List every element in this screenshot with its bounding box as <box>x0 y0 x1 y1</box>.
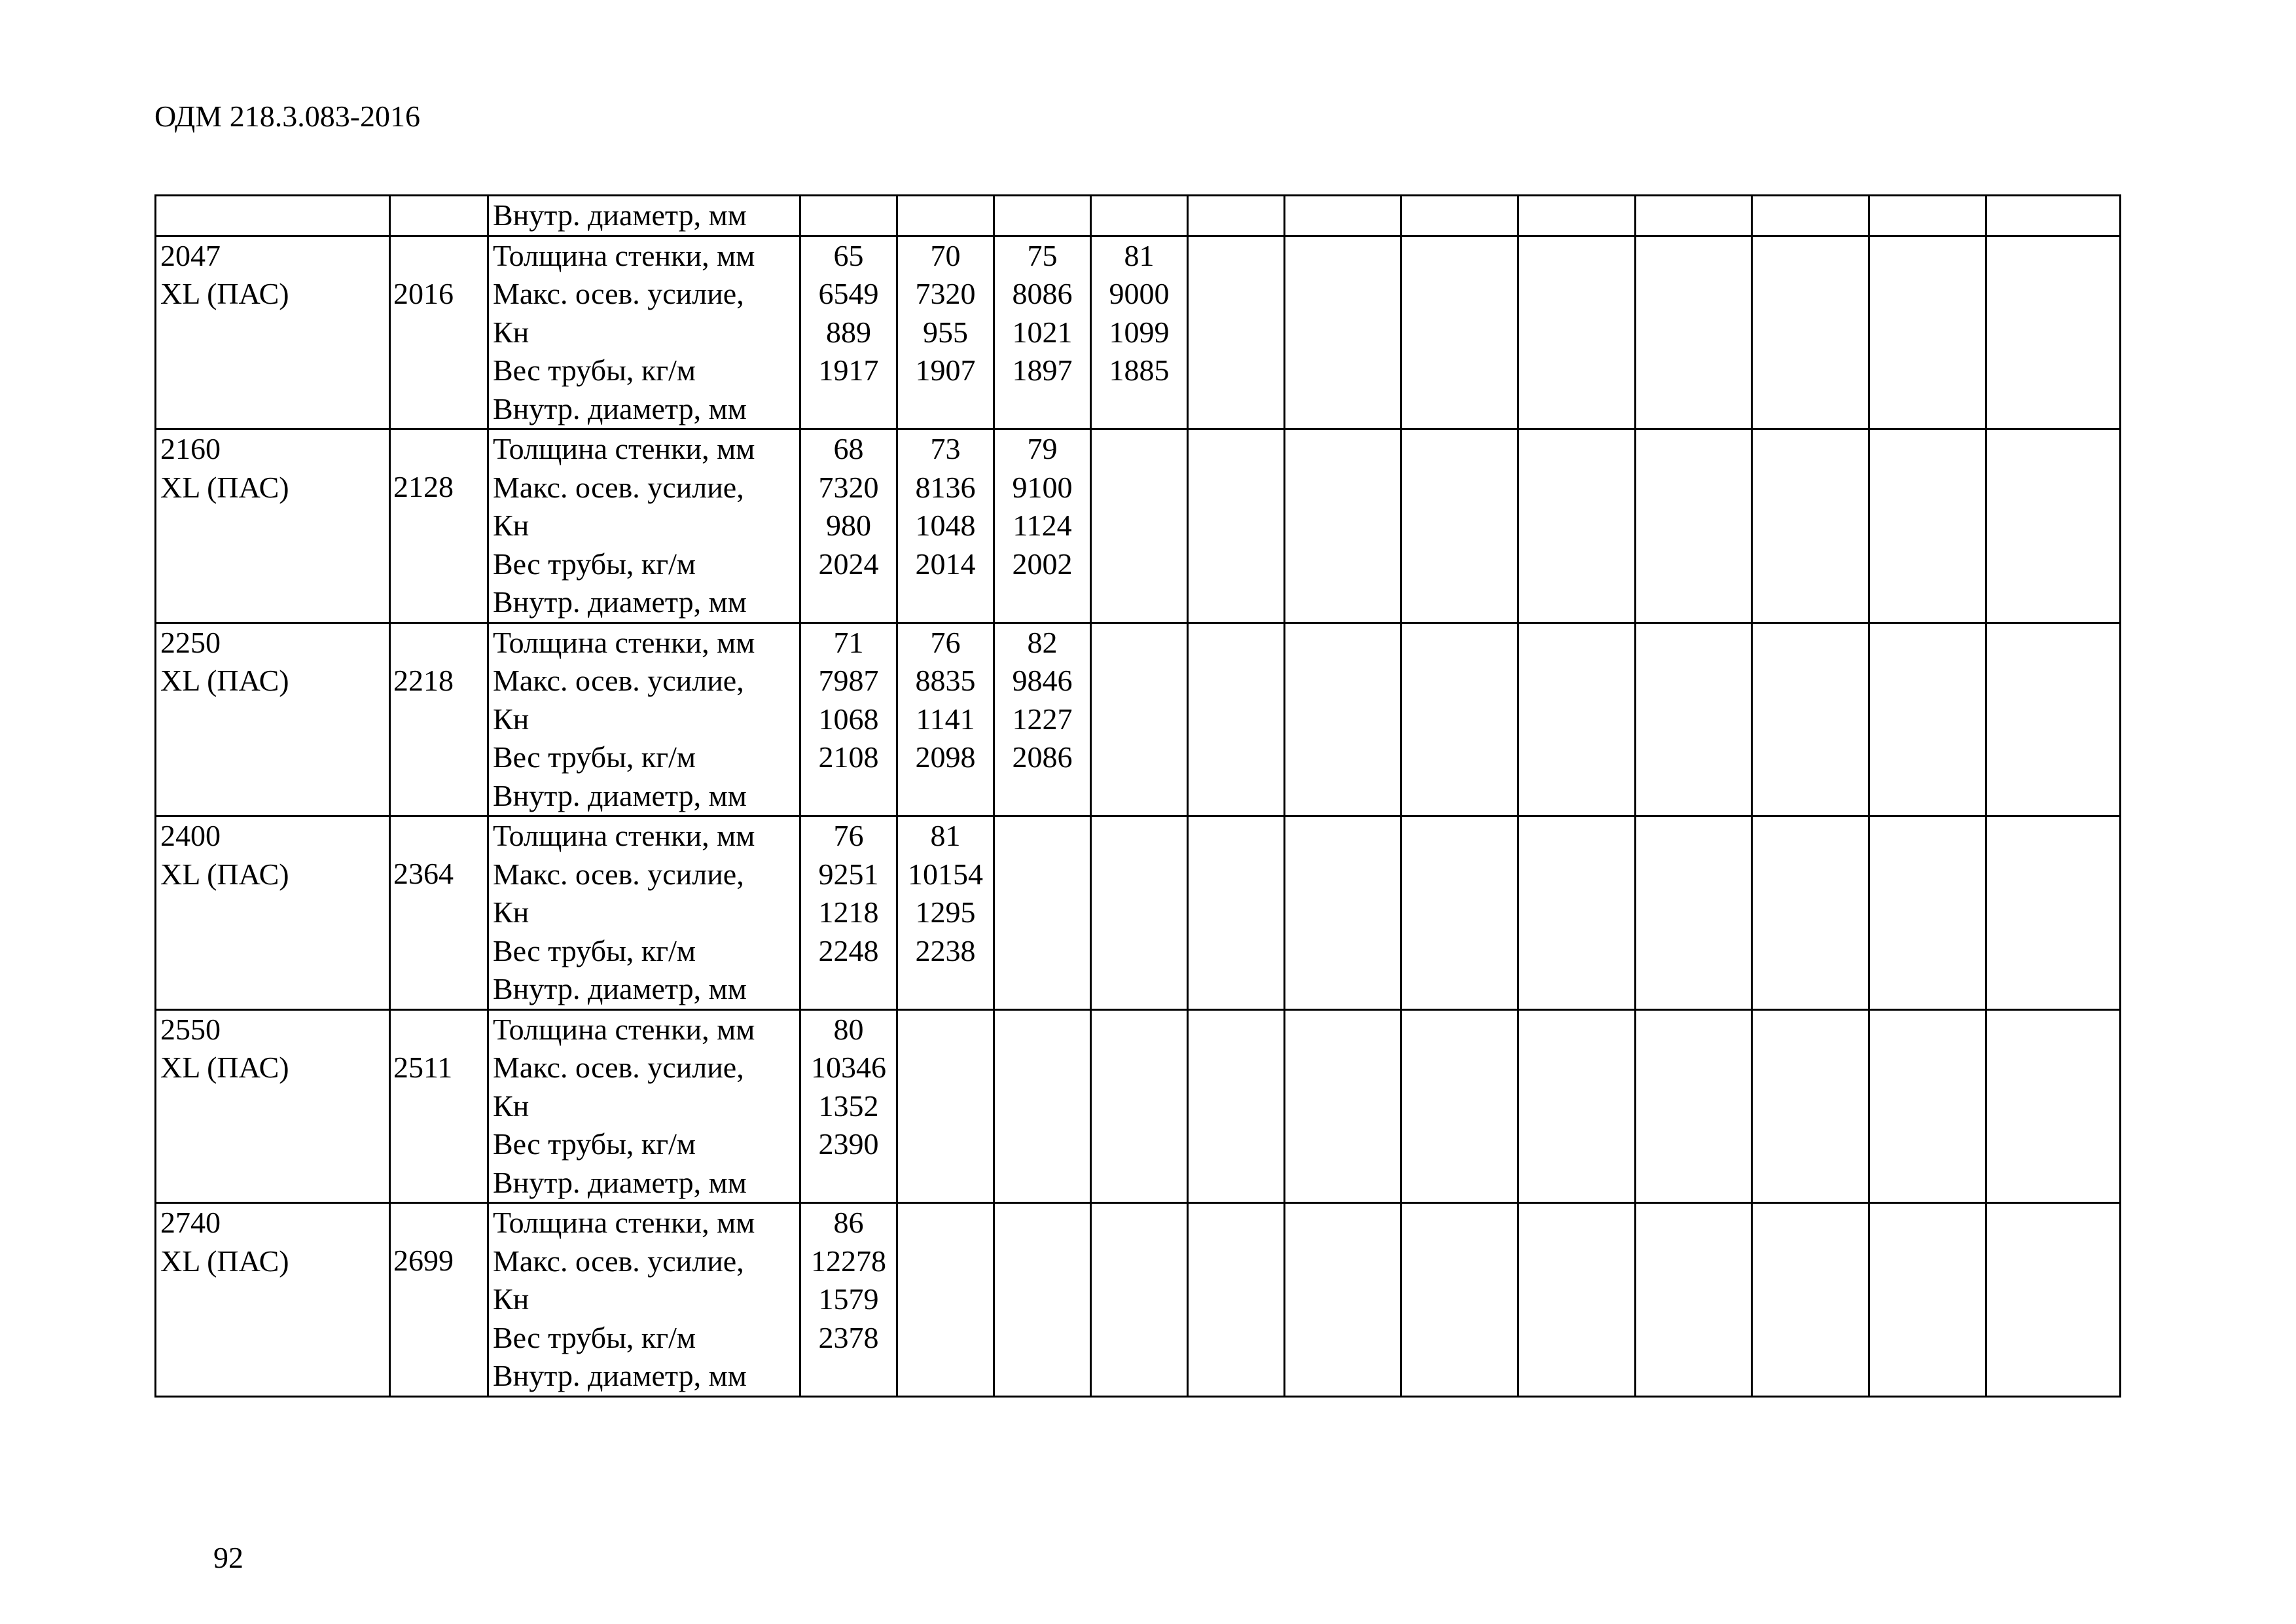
value-cell <box>1285 1203 1401 1397</box>
param-labels-cell <box>488 236 800 429</box>
param-labels-cell <box>488 1009 800 1203</box>
value: 76 <box>930 625 961 659</box>
param-label: Кн <box>493 315 529 349</box>
param-label: Кн <box>493 1282 529 1316</box>
param-label: Кн <box>493 1089 529 1123</box>
table-cell <box>390 196 488 236</box>
value-cell <box>1188 429 1285 623</box>
inner-code-cell <box>390 429 488 623</box>
table-row <box>156 236 2121 429</box>
value: 9000 <box>1109 277 1170 310</box>
value: 73 <box>930 432 961 465</box>
value-cell <box>1518 1009 1636 1203</box>
value: 75 <box>1027 238 1058 272</box>
param-label: Макс. осев. усилие, <box>493 1051 744 1084</box>
inner-code-cell <box>390 1009 488 1203</box>
value-cell <box>1518 816 1636 1010</box>
pipe-size: 2740 <box>160 1206 221 1239</box>
value: 2086 <box>1012 740 1073 774</box>
value-cell <box>1636 816 1752 1010</box>
table-body <box>156 196 2121 1397</box>
value-cell <box>800 816 897 1010</box>
value-cell <box>1285 236 1401 429</box>
value: 1048 <box>915 509 976 542</box>
value: 9846 <box>1012 664 1073 697</box>
value-cell <box>1986 1203 2121 1397</box>
inner-code: 2218 <box>393 663 454 697</box>
pipe-size-cell <box>156 429 390 623</box>
value-cell <box>1869 429 1986 623</box>
value: 1352 <box>818 1089 879 1123</box>
inner-code-cell <box>390 816 488 1010</box>
value: 68 <box>833 432 864 465</box>
value: 80 <box>833 1012 864 1046</box>
param-labels-cell <box>488 1203 800 1397</box>
param-label: Макс. осев. усилие, <box>493 277 744 310</box>
value-cell <box>1188 816 1285 1010</box>
value-cell <box>1986 816 2121 1010</box>
value: 10154 <box>908 857 983 891</box>
pipe-type: XL (ПАС) <box>160 1051 289 1084</box>
value-cell <box>800 236 897 429</box>
value: 10346 <box>811 1051 886 1084</box>
pipe-size: 2400 <box>160 819 221 852</box>
table-cell <box>897 196 994 236</box>
value-cell <box>994 1009 1091 1203</box>
param-label: Макс. осев. усилие, <box>493 1244 744 1278</box>
value: 81 <box>1124 238 1155 272</box>
value-cell <box>897 236 994 429</box>
table-cell <box>1869 196 1986 236</box>
value-cell <box>897 816 994 1010</box>
value-cell <box>1401 623 1518 816</box>
value: 2238 <box>915 933 976 967</box>
value-cell <box>897 623 994 816</box>
value: 9251 <box>818 857 879 891</box>
value-cell <box>994 236 1091 429</box>
param-label: Толщина стенки, мм <box>493 1206 755 1239</box>
value-cell <box>1518 236 1636 429</box>
value: 1579 <box>818 1282 879 1316</box>
value: 889 <box>826 315 871 349</box>
value: 1124 <box>1013 509 1072 542</box>
inner-code-cell <box>390 1203 488 1397</box>
param-label: Толщина стенки, мм <box>493 625 755 659</box>
param-label: Внутр. диаметр, мм <box>493 1165 747 1199</box>
value: 1141 <box>916 702 975 736</box>
value-cell <box>994 816 1091 1010</box>
value-cell <box>897 429 994 623</box>
value: 65 <box>833 238 864 272</box>
value: 6549 <box>818 277 879 310</box>
value-cell <box>1986 1009 2121 1203</box>
value: 1917 <box>818 353 879 387</box>
value-cell <box>1752 623 1869 816</box>
value: 2098 <box>915 740 976 774</box>
value: 1068 <box>818 702 879 736</box>
param-label: Внутр. диаметр, мм <box>493 972 747 1005</box>
table-row <box>156 429 2121 623</box>
param-label: Внутр. диаметр, мм <box>493 1359 747 1392</box>
value: 1227 <box>1012 702 1073 736</box>
value-cell <box>1869 1203 1986 1397</box>
value-cell <box>897 1203 994 1397</box>
value: 980 <box>826 509 871 542</box>
value-cell <box>897 1009 994 1203</box>
param-label: Макс. осев. усилие, <box>493 470 744 504</box>
pipe-size-cell <box>156 623 390 816</box>
value: 2378 <box>818 1320 879 1354</box>
value-cell <box>1636 429 1752 623</box>
table-cell <box>1636 196 1752 236</box>
param-label: Кн <box>493 895 529 929</box>
value: 1907 <box>915 353 976 387</box>
value: 79 <box>1027 432 1058 465</box>
pipe-size-cell <box>156 816 390 1010</box>
value-cell <box>1869 236 1986 429</box>
value: 7987 <box>818 664 879 697</box>
value-cell <box>1091 623 1188 816</box>
value-cell <box>994 429 1091 623</box>
page-number: 92 <box>213 1541 243 1574</box>
param-label: Внутр. диаметр, мм <box>493 778 747 812</box>
param-label: Толщина стенки, мм <box>493 1012 755 1046</box>
value-cell <box>1401 1009 1518 1203</box>
value-cell <box>1752 1009 1869 1203</box>
param-labels-cell <box>488 623 800 816</box>
param-label: Вес трубы, кг/м <box>493 933 696 967</box>
inner-code: 2364 <box>393 857 454 890</box>
pipe-size-cell <box>156 1203 390 1397</box>
param-label: Толщина стенки, мм <box>493 819 755 852</box>
param-label: Толщина стенки, мм <box>493 432 755 465</box>
value-cell <box>1188 1009 1285 1203</box>
value-cell <box>1752 429 1869 623</box>
value: 71 <box>833 625 864 659</box>
value-cell <box>994 1203 1091 1397</box>
param-label: Кн <box>493 702 529 736</box>
value-cell <box>800 1203 897 1397</box>
table-row <box>156 1009 2121 1203</box>
value-cell <box>1188 623 1285 816</box>
value: 86 <box>833 1206 864 1239</box>
table-cell <box>156 196 390 236</box>
table-cell <box>1188 196 1285 236</box>
value-cell <box>1091 1009 1188 1203</box>
value: 82 <box>1027 625 1058 659</box>
value-cell <box>1285 1009 1401 1203</box>
value: 1218 <box>818 895 879 929</box>
table-cell <box>1986 196 2121 236</box>
pipe-size: 2250 <box>160 625 221 659</box>
value-cell <box>1636 236 1752 429</box>
value-cell <box>1285 429 1401 623</box>
value-cell <box>1401 429 1518 623</box>
param-label: Вес трубы, кг/м <box>493 547 696 581</box>
value-cell <box>1401 816 1518 1010</box>
param-label: Внутр. диаметр, мм <box>493 391 747 425</box>
value-cell <box>1285 623 1401 816</box>
value-cell <box>1285 816 1401 1010</box>
param-label: Толщина стенки, мм <box>493 238 755 272</box>
inner-code-cell <box>390 236 488 429</box>
value: 1885 <box>1109 353 1170 387</box>
table-row <box>156 1203 2121 1397</box>
value-cell <box>1091 816 1188 1010</box>
param-label: Вес трубы, кг/м <box>493 1320 696 1354</box>
param-label: Вес трубы, кг/м <box>493 740 696 774</box>
value: 1099 <box>1109 315 1170 349</box>
value-cell <box>1752 1203 1869 1397</box>
value-cell <box>1636 1203 1752 1397</box>
value: 2014 <box>915 547 976 581</box>
value: 8136 <box>915 470 976 504</box>
pipe-size: 2550 <box>160 1012 221 1046</box>
param-label: Макс. осев. усилие, <box>493 664 744 697</box>
table-cell <box>1518 196 1636 236</box>
pipe-type: XL (ПАС) <box>160 857 289 891</box>
inner-code: 2699 <box>393 1244 454 1277</box>
param-labels-cell <box>488 429 800 623</box>
value: 8086 <box>1012 277 1073 310</box>
value-cell <box>1869 1009 1986 1203</box>
value: 81 <box>930 819 961 852</box>
value: 8835 <box>915 664 976 697</box>
value-cell <box>1518 623 1636 816</box>
value-cell <box>1636 1009 1752 1203</box>
value-cell <box>800 623 897 816</box>
value-cell <box>1518 429 1636 623</box>
value: 955 <box>923 315 968 349</box>
value-cell <box>1869 623 1986 816</box>
table-cell <box>994 196 1091 236</box>
value-cell <box>1518 1203 1636 1397</box>
param-labels-cell <box>488 816 800 1010</box>
table-cell <box>1285 196 1401 236</box>
value: 7320 <box>915 277 976 310</box>
inner-code: 2128 <box>393 470 454 503</box>
table-row-continuation <box>156 196 2121 236</box>
value-cell <box>1986 429 2121 623</box>
pipe-spec-table <box>154 194 2121 1398</box>
value-cell <box>1091 236 1188 429</box>
value: 7320 <box>818 470 879 504</box>
value: 76 <box>833 819 864 852</box>
value-cell <box>1091 1203 1188 1397</box>
param-label: Макс. осев. усилие, <box>493 857 744 891</box>
value-cell <box>1986 623 2121 816</box>
pipe-type: XL (ПАС) <box>160 1244 289 1278</box>
table-row <box>156 816 2121 1010</box>
param-label: Кн <box>493 509 529 542</box>
value-cell <box>1752 236 1869 429</box>
value: 2248 <box>818 933 879 967</box>
value: 1897 <box>1012 353 1073 387</box>
pipe-size: 2047 <box>160 238 221 272</box>
value: 2002 <box>1012 547 1073 581</box>
value-cell <box>994 623 1091 816</box>
value-cell <box>1636 623 1752 816</box>
value: 9100 <box>1012 470 1073 504</box>
table-cell <box>1752 196 1869 236</box>
pipe-size-cell <box>156 236 390 429</box>
pipe-size-cell <box>156 1009 390 1203</box>
pipe-type: XL (ПАС) <box>160 470 289 504</box>
pipe-size: 2160 <box>160 432 221 465</box>
table-row <box>156 623 2121 816</box>
value-cell <box>1188 236 1285 429</box>
value: 1295 <box>915 895 976 929</box>
value: 2024 <box>818 547 879 581</box>
value: 70 <box>930 238 961 272</box>
document-code: ОДМ 218.3.083-2016 <box>154 99 421 133</box>
param-label: Внутр. диаметр, мм <box>493 585 747 619</box>
value: 2108 <box>818 740 879 774</box>
inner-code-cell <box>390 623 488 816</box>
value-cell <box>1869 816 1986 1010</box>
inner-code: 2511 <box>393 1050 453 1084</box>
value-cell <box>1752 816 1869 1010</box>
inner-code: 2016 <box>393 276 454 310</box>
value: 12278 <box>811 1244 886 1278</box>
table-cell <box>1401 196 1518 236</box>
value-cell <box>1091 429 1188 623</box>
pipe-type: XL (ПАС) <box>160 664 289 697</box>
value: 2390 <box>818 1127 879 1161</box>
value-cell <box>1986 236 2121 429</box>
value-cell <box>800 1009 897 1203</box>
value-cell <box>800 429 897 623</box>
pipe-type: XL (ПАС) <box>160 277 289 310</box>
table-cell <box>800 196 897 236</box>
param-label: Вес трубы, кг/м <box>493 353 696 387</box>
param-label-cell: Внутр. диаметр, мм <box>488 196 800 236</box>
table-cell <box>1091 196 1188 236</box>
value: 1021 <box>1012 315 1073 349</box>
param-label: Вес трубы, кг/м <box>493 1127 696 1161</box>
value-cell <box>1401 1203 1518 1397</box>
value-cell <box>1401 236 1518 429</box>
value-cell <box>1188 1203 1285 1397</box>
